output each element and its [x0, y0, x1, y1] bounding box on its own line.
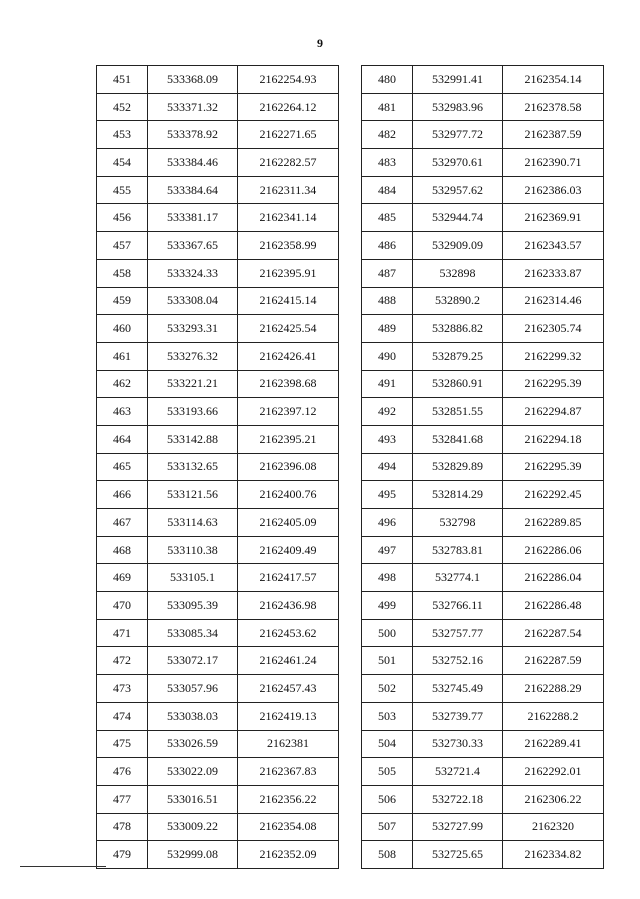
- point-number-cell: 502: [362, 675, 413, 703]
- x-coordinate-cell: 532977.72: [413, 121, 503, 149]
- table-row: [97, 342, 339, 370]
- table-row: [97, 481, 339, 509]
- point-number-cell: 484: [362, 176, 413, 204]
- y-coordinate-cell: 2162405.09: [238, 509, 339, 537]
- y-coordinate-cell: 2162295.39: [503, 453, 604, 481]
- point-number-cell: 468: [97, 536, 148, 564]
- y-coordinate-cell: 2162395.91: [238, 259, 339, 287]
- point-number-cell: 452: [97, 93, 148, 121]
- point-number-cell: 491: [362, 370, 413, 398]
- point-number-cell: 494: [362, 453, 413, 481]
- point-number-cell: 471: [97, 619, 148, 647]
- y-coordinate-cell: 2162282.57: [238, 149, 339, 177]
- x-coordinate-cell: 533105.1: [148, 564, 238, 592]
- point-number-cell: 499: [362, 592, 413, 620]
- x-coordinate-cell: 532983.96: [413, 93, 503, 121]
- x-coordinate-cell: 533110.38: [148, 536, 238, 564]
- point-number-cell: 486: [362, 232, 413, 260]
- x-coordinate-cell: 532999.08: [148, 841, 238, 869]
- x-coordinate-cell: 533221.21: [148, 370, 238, 398]
- x-coordinate-cell: 533022.09: [148, 758, 238, 786]
- point-number-cell: 497: [362, 536, 413, 564]
- point-number-cell: 455: [97, 176, 148, 204]
- table-row: [362, 149, 604, 177]
- y-coordinate-cell: 2162289.41: [503, 730, 604, 758]
- x-coordinate-cell: 533308.04: [148, 287, 238, 315]
- y-coordinate-cell: 2162369.91: [503, 204, 604, 232]
- x-coordinate-cell: 533384.64: [148, 176, 238, 204]
- y-coordinate-cell: 2162400.76: [238, 481, 339, 509]
- point-number-cell: 461: [97, 342, 148, 370]
- y-coordinate-cell: 2162287.59: [503, 647, 604, 675]
- x-coordinate-cell: 532898: [413, 259, 503, 287]
- point-number-cell: 507: [362, 813, 413, 841]
- x-coordinate-cell: 533026.59: [148, 730, 238, 758]
- x-coordinate-cell: 532944.74: [413, 204, 503, 232]
- table-row: [362, 259, 604, 287]
- y-coordinate-cell: 2162271.65: [238, 121, 339, 149]
- x-coordinate-cell: 532722.18: [413, 785, 503, 813]
- y-coordinate-cell: 2162352.09: [238, 841, 339, 869]
- table-row: [97, 66, 339, 94]
- table-row: [97, 647, 339, 675]
- y-coordinate-cell: 2162305.74: [503, 315, 604, 343]
- point-number-cell: 505: [362, 758, 413, 786]
- point-number-cell: 481: [362, 93, 413, 121]
- point-number-cell: 456: [97, 204, 148, 232]
- y-coordinate-cell: 2162295.39: [503, 370, 604, 398]
- x-coordinate-cell: 533095.39: [148, 592, 238, 620]
- table-row: [362, 675, 604, 703]
- y-coordinate-cell: 2162395.21: [238, 425, 339, 453]
- x-coordinate-cell: 533324.33: [148, 259, 238, 287]
- x-coordinate-cell: 533276.32: [148, 342, 238, 370]
- point-number-cell: 506: [362, 785, 413, 813]
- coordinates-table-right: [361, 65, 604, 869]
- x-coordinate-cell: 532909.09: [413, 232, 503, 260]
- x-coordinate-cell: 532851.55: [413, 398, 503, 426]
- table-row: [97, 536, 339, 564]
- y-coordinate-cell: 2162334.82: [503, 841, 604, 869]
- point-number-cell: 496: [362, 509, 413, 537]
- point-number-cell: 504: [362, 730, 413, 758]
- point-number-cell: 477: [97, 785, 148, 813]
- point-number-cell: 451: [97, 66, 148, 94]
- table-row: [362, 121, 604, 149]
- point-number-cell: 493: [362, 425, 413, 453]
- x-coordinate-cell: 532730.33: [413, 730, 503, 758]
- table-row: [362, 702, 604, 730]
- table-row: [362, 481, 604, 509]
- point-number-cell: 503: [362, 702, 413, 730]
- table-row: [362, 813, 604, 841]
- table-row: [362, 287, 604, 315]
- point-number-cell: 483: [362, 149, 413, 177]
- x-coordinate-cell: 532725.65: [413, 841, 503, 869]
- x-coordinate-cell: 532879.25: [413, 342, 503, 370]
- x-coordinate-cell: 532783.81: [413, 536, 503, 564]
- table-row: [362, 232, 604, 260]
- y-coordinate-cell: 2162289.85: [503, 509, 604, 537]
- point-number-cell: 485: [362, 204, 413, 232]
- x-coordinate-cell: 533114.63: [148, 509, 238, 537]
- table-row: [362, 370, 604, 398]
- x-coordinate-cell: 533371.32: [148, 93, 238, 121]
- x-coordinate-cell: 532721.4: [413, 758, 503, 786]
- table-row: [97, 398, 339, 426]
- y-coordinate-cell: 2162419.13: [238, 702, 339, 730]
- point-number-cell: 469: [97, 564, 148, 592]
- x-coordinate-cell: 533193.66: [148, 398, 238, 426]
- table-row: [97, 592, 339, 620]
- point-number-cell: 470: [97, 592, 148, 620]
- point-number-cell: 490: [362, 342, 413, 370]
- table-row: [362, 730, 604, 758]
- y-coordinate-cell: 2162387.59: [503, 121, 604, 149]
- x-coordinate-cell: 532727.99: [413, 813, 503, 841]
- x-coordinate-cell: 533368.09: [148, 66, 238, 94]
- table-row: [97, 287, 339, 315]
- point-number-cell: 466: [97, 481, 148, 509]
- point-number-cell: 462: [97, 370, 148, 398]
- table-row: [362, 785, 604, 813]
- x-coordinate-cell: 532970.61: [413, 149, 503, 177]
- x-coordinate-cell: 533121.56: [148, 481, 238, 509]
- y-coordinate-cell: 2162314.46: [503, 287, 604, 315]
- point-number-cell: 495: [362, 481, 413, 509]
- point-number-cell: 472: [97, 647, 148, 675]
- y-coordinate-cell: 2162306.22: [503, 785, 604, 813]
- x-coordinate-cell: 532991.41: [413, 66, 503, 94]
- y-coordinate-cell: 2162461.24: [238, 647, 339, 675]
- point-number-cell: 467: [97, 509, 148, 537]
- table-row: [97, 675, 339, 703]
- x-coordinate-cell: 532860.91: [413, 370, 503, 398]
- table-row: [362, 564, 604, 592]
- table-row: [362, 592, 604, 620]
- table-row: [97, 702, 339, 730]
- point-number-cell: 508: [362, 841, 413, 869]
- y-coordinate-cell: 2162299.32: [503, 342, 604, 370]
- point-number-cell: 500: [362, 619, 413, 647]
- y-coordinate-cell: 2162356.22: [238, 785, 339, 813]
- table-row: [362, 619, 604, 647]
- point-number-cell: 476: [97, 758, 148, 786]
- y-coordinate-cell: 2162354.14: [503, 66, 604, 94]
- point-number-cell: 498: [362, 564, 413, 592]
- x-coordinate-cell: 532757.77: [413, 619, 503, 647]
- y-coordinate-cell: 2162453.62: [238, 619, 339, 647]
- table-row: [97, 425, 339, 453]
- y-coordinate-cell: 2162390.71: [503, 149, 604, 177]
- table-row: [362, 425, 604, 453]
- y-coordinate-cell: 2162436.98: [238, 592, 339, 620]
- table-row: [97, 453, 339, 481]
- y-coordinate-cell: 2162264.12: [238, 93, 339, 121]
- x-coordinate-cell: 533381.17: [148, 204, 238, 232]
- point-number-cell: 475: [97, 730, 148, 758]
- table-row: [97, 121, 339, 149]
- y-coordinate-cell: 2162288.2: [503, 702, 604, 730]
- table-row: [97, 619, 339, 647]
- x-coordinate-cell: 533009.22: [148, 813, 238, 841]
- table-row: [97, 509, 339, 537]
- point-number-cell: 473: [97, 675, 148, 703]
- y-coordinate-cell: 2162287.54: [503, 619, 604, 647]
- table-row: [362, 204, 604, 232]
- coordinates-table-left: [96, 65, 339, 869]
- table-row: [97, 176, 339, 204]
- table-row: [97, 204, 339, 232]
- table-row: [362, 93, 604, 121]
- y-coordinate-cell: 2162386.03: [503, 176, 604, 204]
- y-coordinate-cell: 2162426.41: [238, 342, 339, 370]
- point-number-cell: 489: [362, 315, 413, 343]
- page-number: 9: [317, 36, 323, 50]
- y-coordinate-cell: 2162333.87: [503, 259, 604, 287]
- point-number-cell: 458: [97, 259, 148, 287]
- table-row: [362, 315, 604, 343]
- point-number-cell: 501: [362, 647, 413, 675]
- footnote-separator: [20, 866, 106, 867]
- point-number-cell: 460: [97, 315, 148, 343]
- table-row: [97, 315, 339, 343]
- table-row: [97, 730, 339, 758]
- y-coordinate-cell: 2162292.01: [503, 758, 604, 786]
- x-coordinate-cell: 532886.82: [413, 315, 503, 343]
- y-coordinate-cell: 2162425.54: [238, 315, 339, 343]
- point-number-cell: 478: [97, 813, 148, 841]
- point-number-cell: 453: [97, 121, 148, 149]
- table-row: [362, 66, 604, 94]
- x-coordinate-cell: 533378.92: [148, 121, 238, 149]
- table-row: [362, 453, 604, 481]
- y-coordinate-cell: 2162294.18: [503, 425, 604, 453]
- x-coordinate-cell: 533072.17: [148, 647, 238, 675]
- y-coordinate-cell: 2162367.83: [238, 758, 339, 786]
- x-coordinate-cell: 533384.46: [148, 149, 238, 177]
- x-coordinate-cell: 532841.68: [413, 425, 503, 453]
- table-row: [97, 259, 339, 287]
- y-coordinate-cell: 2162286.06: [503, 536, 604, 564]
- point-number-cell: 487: [362, 259, 413, 287]
- y-coordinate-cell: 2162417.57: [238, 564, 339, 592]
- x-coordinate-cell: 533016.51: [148, 785, 238, 813]
- y-coordinate-cell: 2162378.58: [503, 93, 604, 121]
- table-row: [362, 342, 604, 370]
- y-coordinate-cell: 2162457.43: [238, 675, 339, 703]
- x-coordinate-cell: 533085.34: [148, 619, 238, 647]
- x-coordinate-cell: 532745.49: [413, 675, 503, 703]
- table-row: [362, 536, 604, 564]
- x-coordinate-cell: 532739.77: [413, 702, 503, 730]
- y-coordinate-cell: 2162341.14: [238, 204, 339, 232]
- table-row: [362, 398, 604, 426]
- x-coordinate-cell: 533132.65: [148, 453, 238, 481]
- table-row: [362, 758, 604, 786]
- y-coordinate-cell: 2162397.12: [238, 398, 339, 426]
- y-coordinate-cell: 2162398.68: [238, 370, 339, 398]
- x-coordinate-cell: 533293.31: [148, 315, 238, 343]
- point-number-cell: 488: [362, 287, 413, 315]
- table-row: [97, 149, 339, 177]
- x-coordinate-cell: 533057.96: [148, 675, 238, 703]
- table-row: [97, 564, 339, 592]
- table-row: [362, 841, 604, 869]
- table-row: [362, 647, 604, 675]
- y-coordinate-cell: 2162354.08: [238, 813, 339, 841]
- x-coordinate-cell: 533367.65: [148, 232, 238, 260]
- x-coordinate-cell: 532957.62: [413, 176, 503, 204]
- y-coordinate-cell: 2162311.34: [238, 176, 339, 204]
- point-number-cell: 492: [362, 398, 413, 426]
- x-coordinate-cell: 532774.1: [413, 564, 503, 592]
- y-coordinate-cell: 2162254.93: [238, 66, 339, 94]
- y-coordinate-cell: 2162294.87: [503, 398, 604, 426]
- point-number-cell: 482: [362, 121, 413, 149]
- x-coordinate-cell: 532814.29: [413, 481, 503, 509]
- table-row: [97, 370, 339, 398]
- table-row: [362, 509, 604, 537]
- y-coordinate-cell: 2162409.49: [238, 536, 339, 564]
- y-coordinate-cell: 2162381: [238, 730, 339, 758]
- x-coordinate-cell: 532752.16: [413, 647, 503, 675]
- y-coordinate-cell: 2162415.14: [238, 287, 339, 315]
- y-coordinate-cell: 2162320: [503, 813, 604, 841]
- x-coordinate-cell: 532798: [413, 509, 503, 537]
- table-row: [97, 758, 339, 786]
- y-coordinate-cell: 2162343.57: [503, 232, 604, 260]
- table-row: [362, 176, 604, 204]
- point-number-cell: 459: [97, 287, 148, 315]
- y-coordinate-cell: 2162286.04: [503, 564, 604, 592]
- table-row: [97, 841, 339, 869]
- point-number-cell: 463: [97, 398, 148, 426]
- y-coordinate-cell: 2162358.99: [238, 232, 339, 260]
- point-number-cell: 457: [97, 232, 148, 260]
- y-coordinate-cell: 2162286.48: [503, 592, 604, 620]
- point-number-cell: 480: [362, 66, 413, 94]
- x-coordinate-cell: 533142.88: [148, 425, 238, 453]
- point-number-cell: 479: [97, 841, 148, 869]
- point-number-cell: 454: [97, 149, 148, 177]
- x-coordinate-cell: 532766.11: [413, 592, 503, 620]
- x-coordinate-cell: 532829.89: [413, 453, 503, 481]
- table-row: [97, 93, 339, 121]
- x-coordinate-cell: 532890.2: [413, 287, 503, 315]
- y-coordinate-cell: 2162288.29: [503, 675, 604, 703]
- table-row: [97, 232, 339, 260]
- point-number-cell: 474: [97, 702, 148, 730]
- point-number-cell: 464: [97, 425, 148, 453]
- table-row: [97, 813, 339, 841]
- point-number-cell: 465: [97, 453, 148, 481]
- table-row: [97, 785, 339, 813]
- y-coordinate-cell: 2162292.45: [503, 481, 604, 509]
- y-coordinate-cell: 2162396.08: [238, 453, 339, 481]
- x-coordinate-cell: 533038.03: [148, 702, 238, 730]
